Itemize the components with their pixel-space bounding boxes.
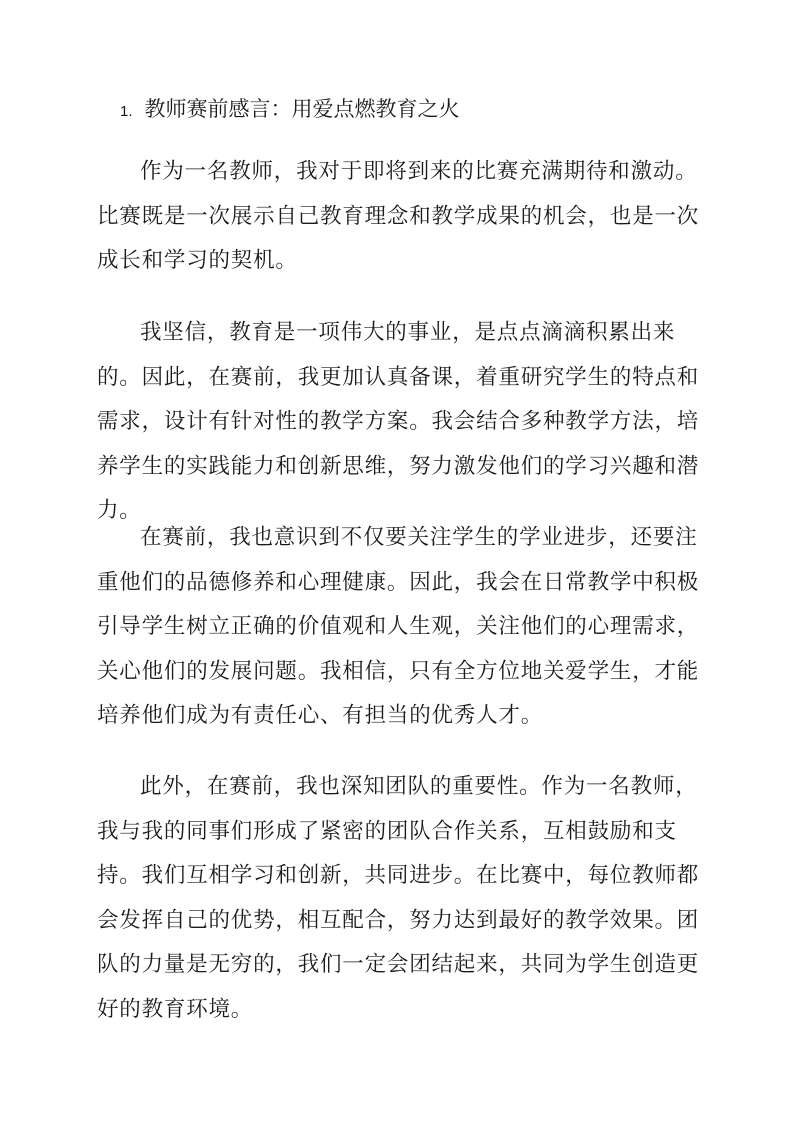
heading-title: 教师赛前感言：用爱点燃教育之火	[144, 97, 460, 121]
paragraph-1: 作为一名教师，我对于即将到来的比赛充满期待和激动。比赛既是一次展示自己教育理念和教学成果的机会，也是一次成长和学习的契机。	[97, 159, 700, 273]
paragraph-4: 此外，在赛前，我也深知团队的重要性。作为一名教师，我与我的同事们形成了紧密的团队合作关系，互相鼓励和支持。我们互相学习和创新，共同进步。在比赛中，每位教师都会发挥自己的优势，相互配合，努力达到最好的教学效果。团队的力量是无穷的，我们一定会团结起来，共同为学生创造更好的教育环境。	[97, 774, 700, 1022]
paragraph-3: 在赛前，我也意识到不仅要关注学生的学业进步，还要注重他们的品德修养和心理健康。因此，我会在日常教学中积极引导学生树立正确的价值观和人生观，关注他们的心理需求，关心他们的发展问题。我相信，只有全方位地关爱学生，才能培养他们成为有责任心、有担当的优秀人才。	[97, 525, 700, 728]
section-heading	[120, 94, 460, 127]
heading-number: 1.	[120, 103, 133, 120]
paragraph-2: 我坚信，教育是一项伟大的事业，是点点滴滴积累出来的。因此，在赛前，我更加认真备课，着重研究学生的特点和需求，设计有针对性的教学方案。我会结合多种教学方法，培养学生的实践能力和创新思维，努力激发他们的学习兴趣和潜力。	[97, 320, 700, 523]
